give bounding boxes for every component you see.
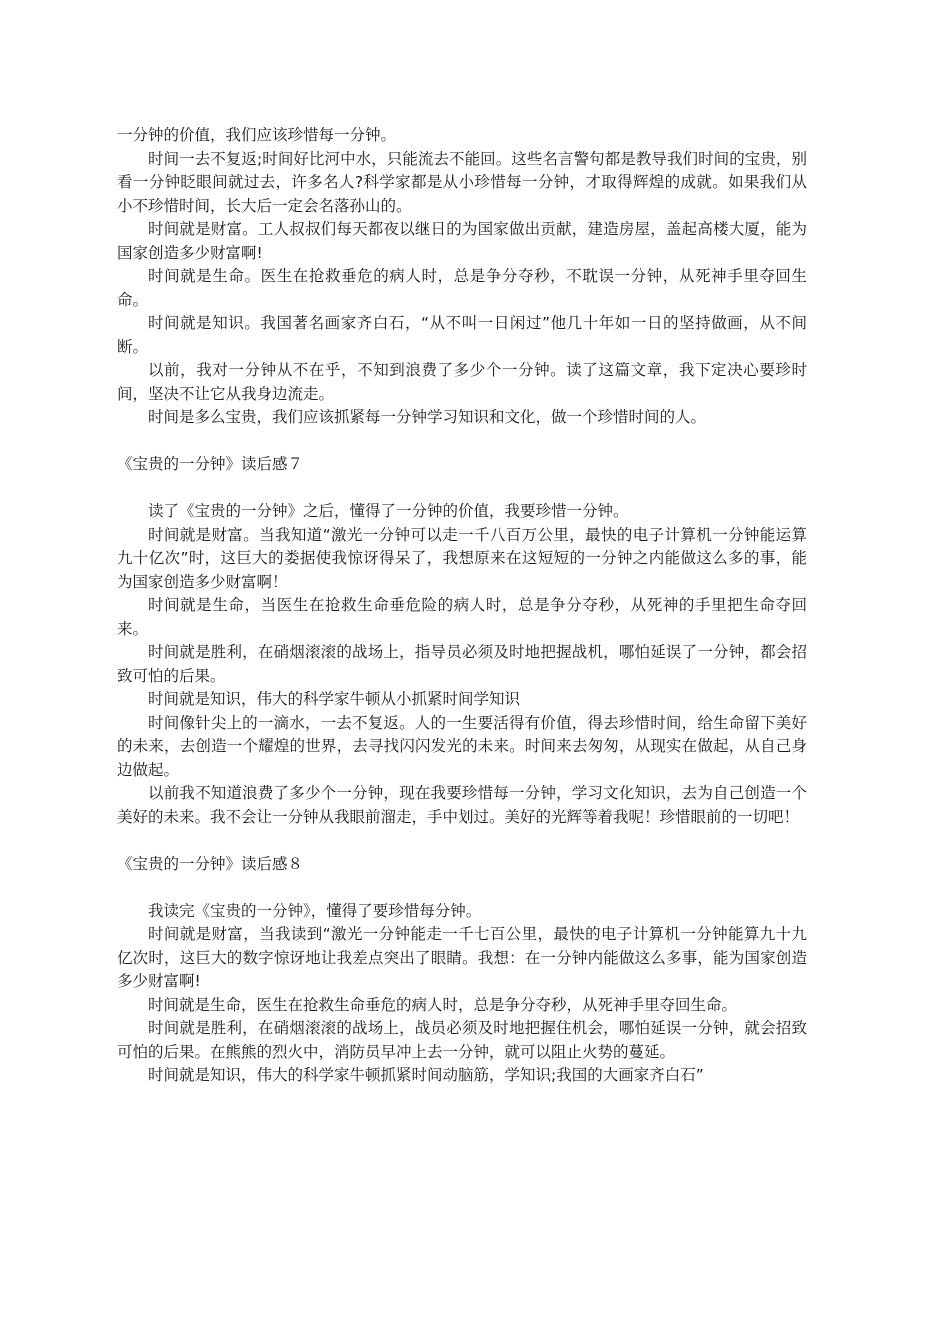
spacer <box>117 829 807 853</box>
paragraph: 时间就是知识，伟大的科学家牛顿从小抓紧时间学知识 <box>148 690 521 708</box>
paragraph: 时间像针尖上的一滴水，一去不复返。人的一生要活得有价值，得去珍惜时间，给生命留下美好的未来，去创造一个耀煌的世界，去寻找闪闪发光的未来。时间来去匆匆，从现实在做起，从自己身边做起。 <box>117 713 807 779</box>
paragraph: 以前我不知道浪费了多少个一分钟，现在我要珍惜每一分钟，学习文化知识，去为自己创造一个美好的未来。我不会让一分钟从我眼前溜走，手中划过。美好的光辉等着我呢！珍惜眼前的一切吧！ <box>117 784 807 826</box>
paragraph: 时间就是财富。当我知道“激光一分钟可以走一千八百万公里，最快的电子计算机一分钟能运算九十亿次”时，这巨大的娄据使我惊讶得呆了，我想原来在这短短的一分钟之内能做这么多的事，能为国家创造多少财富啊！ <box>117 525 807 591</box>
paragraph: 时间就是生命，医生在抢救生命垂危的病人时，总是争分夺秒，从死神手里夺回生命。 <box>148 995 738 1014</box>
spacer <box>117 430 807 454</box>
spacer <box>117 876 807 900</box>
section-heading: 《宝贵的一分钟》读后感７ <box>117 455 304 473</box>
paragraph: 时间就是胜利，在硝烟滚滚的战场上，战员必须及时地把握住机会，哪怕延误一分钟，就会招致可怕的后果。在熊熊的烈火中，消防员早冲上去一分钟，就可以阻止火势的蔓延。 <box>117 1019 807 1061</box>
paragraph: 时间就是生命，当医生在抢救生命垂危险的病人时，总是争分夺秒，从死神的手里把生命夺回来。 <box>117 596 807 638</box>
paragraph: 一分钟的价值，我们应该珍惜每一分钟。 <box>117 126 397 144</box>
paragraph: 时间一去不复返;时间好比河中水，只能流去不能回。这些名言警句都是教导我们时间的宝贵，别看一分钟眨眼间就过去，许多名人?科学家都是从小珍惜每一分钟，才取得辉煌的成就。如果我们从小不珍惜时间，长大后一定会名落孙山的。 <box>117 149 807 215</box>
paragraph: 时间是多么宝贵，我们应该抓紧每一分钟学习知识和文化，做一个珍惜时间的人。 <box>148 408 707 426</box>
paragraph: 我读完《宝贵的一分钟》，懂得了要珍惜每分钟。 <box>148 901 482 920</box>
paragraph: 时间就是生命。医生在抢救垂危的病人时，总是争分夺秒，不耽误一分钟，从死神手里夺回生命。 <box>117 267 807 309</box>
paragraph: 以前，我对一分钟从不在乎，不知到浪费了多少个一分钟。读了这篇文章，我下定决心要珍时间，坚决不让它从我身边流走。 <box>117 361 807 403</box>
paragraph: 读了《宝贵的一分钟》之后，懂得了一分钟的价值，我要珍惜一分钟。 <box>148 502 629 520</box>
section-heading: 《宝贵的一分钟》读后感８ <box>117 854 304 873</box>
document-page <box>117 124 807 1088</box>
paragraph: 时间就是知识。我国著名画家齐白石，“从不叫一日闲过”他几十年如一日的坚持做画，从不间断。 <box>117 314 807 356</box>
paragraph: 时间就是知识，伟大的科学家牛顿抓紧时间动脑筋，学知识;我国的大画家齐白石” <box>148 1066 704 1084</box>
paragraph: 时间就是财富，当我读到“激光一分钟能走一千七百公里，最快的电子计算机一分钟能算九十九亿次时，这巨大的数字惊讶地让我差点突出了眼睛。我想：在一分钟内能做这么多事，能为国家创造多少财富啊! <box>117 925 807 990</box>
paragraph: 时间就是财富。工人叔叔们每天都夜以继日的为国家做出贡献，建造房屋，盖起高楼大厦，能为国家创造多少财富啊! <box>117 220 807 262</box>
paragraph: 时间就是胜利，在硝烟滚滚的战场上，指导员必须及时地把握战机，哪怕延误了一分钟，都会招致可怕的后果。 <box>117 643 807 685</box>
spacer <box>117 477 807 501</box>
